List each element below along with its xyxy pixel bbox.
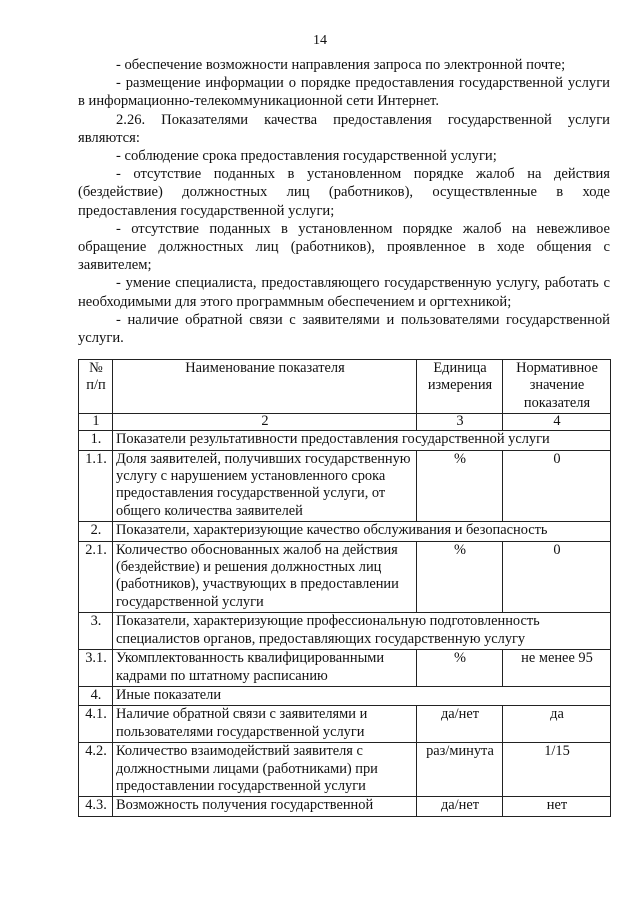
table-row	[79, 650, 611, 687]
row-number: 4.	[79, 686, 113, 705]
indicator-value: да	[503, 706, 611, 743]
row-number: 3.1.	[79, 650, 113, 687]
table-header-row	[79, 360, 611, 414]
row-number: 2.1.	[79, 541, 113, 613]
indicator-name: Доля заявителей, получивших государственную услугу с нарушением установленного срока предоставления государственной услуги, от общего количества заявителей	[113, 450, 417, 522]
section-title: Показатели результативности предоставления государственной услуги	[113, 431, 611, 450]
column-number: 4	[503, 414, 611, 431]
row-number: 2.	[79, 522, 113, 541]
table-row	[79, 743, 611, 797]
indicator-unit: да/нет	[417, 797, 503, 816]
header-unit: Единица измерения	[417, 360, 503, 414]
section-title: Показатели, характеризующие профессиональную подготовленность специалистов органов, предоставляющих государственную услугу	[113, 613, 611, 650]
table-row	[79, 450, 611, 522]
paragraph: - обеспечение возможности направления запроса по электронной почте;	[116, 57, 566, 73]
indicator-value: нет	[503, 797, 611, 816]
indicator-value: не менее 95	[503, 650, 611, 687]
page-number: 14	[313, 33, 327, 48]
header-indicator-name: Наименование показателя	[113, 360, 417, 414]
indicator-name: Количество взаимодействий заявителя с должностными лицами (работниками) при предоставлении государственной услуги	[113, 743, 417, 797]
paragraph: - отсутствие поданных в установленном порядке жалоб на действия (бездействие) должностных лиц (работников), осуществленные в ходе предоставления государственной услуги;	[78, 166, 610, 219]
table-row	[79, 541, 611, 613]
row-number: 1.	[79, 431, 113, 450]
table-row	[79, 686, 611, 705]
row-number: 3.	[79, 613, 113, 650]
paragraph: - соблюдение срока предоставления государственной услуги;	[116, 148, 497, 165]
row-number: 4.3.	[79, 797, 113, 816]
indicator-unit: %	[417, 541, 503, 613]
paragraph: - наличие обратной связи с заявителями и пользователями государственной услуги.	[78, 311, 610, 347]
indicator-value: 1/15	[503, 743, 611, 797]
column-number: 2	[113, 414, 417, 431]
indicator-name: Количество обоснованных жалоб на действия (бездействие) и решения должностных лиц (работников), участвующих в предоставлении государственной услуги	[113, 541, 417, 613]
column-number-row	[79, 414, 611, 431]
table-row	[79, 706, 611, 743]
header-number: № п/п	[79, 360, 113, 414]
table-row	[79, 431, 611, 450]
indicator-name: Возможность получения государственной	[113, 797, 417, 816]
indicator-value: 0	[503, 541, 611, 613]
indicator-unit: %	[417, 650, 503, 687]
table-row	[79, 797, 611, 816]
indicator-unit: %	[417, 450, 503, 522]
paragraph: 2.26. Показателями качества предоставления государственной услуги являются:	[78, 111, 610, 146]
body-text	[78, 56, 610, 347]
indicator-name: Наличие обратной связи с заявителями и пользователями государственной услуги	[113, 706, 417, 743]
header-normative-value: Нормативное значение показателя	[503, 360, 611, 414]
indicator-unit: раз/минута	[417, 743, 503, 797]
paragraph: - умение специалиста, предоставляющего государственную услугу, работать с необходимыми для этого программным обеспечением и оргтехникой;	[78, 275, 610, 310]
row-number: 4.1.	[79, 706, 113, 743]
table-row	[79, 522, 611, 541]
indicator-value: 0	[503, 450, 611, 522]
row-number: 4.2.	[79, 743, 113, 797]
column-number: 1	[79, 414, 113, 431]
row-number: 1.1.	[79, 450, 113, 522]
section-title: Иные показатели	[113, 686, 611, 705]
table-row	[79, 613, 611, 650]
column-number: 3	[417, 414, 503, 431]
paragraph: - отсутствие поданных в установленном порядке жалоб на невежливое обращение должностных лиц (работников), проявленное в ходе общения с заявителем;	[78, 220, 610, 274]
section-title: Показатели, характеризующие качество обслуживания и безопасность	[113, 522, 611, 541]
paragraph: - размещение информации о порядке предоставления государственной услуги в информационно-телекоммуникационной сети Интернет.	[78, 75, 610, 110]
quality-indicators-table	[78, 359, 611, 817]
indicator-name: Укомплектованность квалифицированными кадрами по штатному расписанию	[113, 650, 417, 687]
indicator-unit: да/нет	[417, 706, 503, 743]
